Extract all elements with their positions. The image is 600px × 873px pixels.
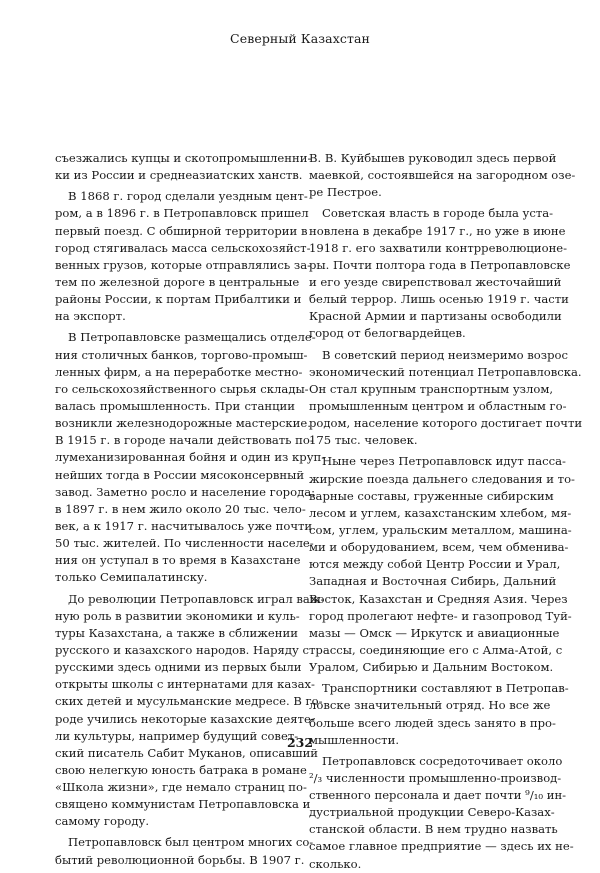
text-line: ловске значительный отряд. Но все же bbox=[309, 698, 551, 713]
text-line: валась промышленность. При станции bbox=[55, 398, 295, 413]
text-line: В 1868 г. город сделали уездным цент- bbox=[68, 189, 308, 204]
text-line: ки из России и среднеазиатских ханств. bbox=[55, 168, 303, 183]
text-line: город от белогвардейцев. bbox=[309, 326, 466, 341]
text-line: век, а к 1917 г. насчитывалось уже почти bbox=[55, 518, 313, 533]
text-line: туры Казахстана, а также в сближении bbox=[55, 625, 298, 640]
text-line: дустриальной продукции Северо-Казах- bbox=[309, 805, 555, 820]
text-line: Западная и Восточная Сибирь, Дальний bbox=[309, 574, 557, 589]
text-line: Красной Армии и партизаны освободили bbox=[309, 309, 562, 324]
text-line: завод. Заметно росло и население города: bbox=[55, 484, 316, 499]
text-line: станской области. В нем трудно назвать bbox=[309, 822, 558, 837]
text-line: лесом и углем, казахстанским хлебом, мя- bbox=[309, 505, 572, 520]
text-line: ния он уступал в то время в Казахстане bbox=[55, 553, 301, 568]
text-line: ленных фирм, а на переработке местно- bbox=[55, 364, 303, 379]
paragraph bbox=[309, 453, 575, 676]
text-line: ский писатель Сабит Муканов, описавший bbox=[55, 745, 319, 760]
text-line: промышленным центром и областным го- bbox=[309, 398, 567, 413]
text-line: В. В. Куйбышев руководил здесь первой bbox=[309, 151, 557, 165]
text-line: ми и оборудованием, всем, чем обменива- bbox=[309, 540, 569, 555]
text-line: ния столичных банков, торгово-промыш- bbox=[55, 347, 308, 362]
text-line: Он стал крупным транспортным узлом, bbox=[309, 381, 554, 396]
paragraph bbox=[55, 834, 314, 868]
text-line: Ныне через Петропавловск идут пасса- bbox=[322, 454, 566, 469]
text-line: ры. Почти полтора года в Петропавловске bbox=[309, 257, 571, 272]
text-line: ственного персонала и дает почти ⁹/₁₀ ин- bbox=[309, 788, 567, 803]
text-line: Советская власть в городе была уста- bbox=[322, 206, 554, 221]
text-line: сом, углем, уральским металлом, машина- bbox=[309, 522, 572, 537]
text-line: Восток, Казахстан и Средняя Азия. Через bbox=[309, 591, 568, 606]
paragraph bbox=[55, 329, 326, 586]
text-line: на экспорт. bbox=[55, 309, 126, 324]
text-line: город пролегают нефте- и газопровод Туй- bbox=[309, 608, 572, 623]
text-line: самое главное предприятие — здесь их не- bbox=[309, 839, 574, 854]
text-line: возникли железнодорожные мастерские. bbox=[55, 416, 311, 431]
paragraph bbox=[309, 150, 576, 201]
text-line: ли культуры, например будущий совет- bbox=[55, 728, 299, 743]
text-line: лумеханизированная бойня и один из круп- bbox=[55, 450, 326, 465]
text-line: только Семипалатинску. bbox=[55, 570, 208, 585]
text-line: венных грузов, которые отправлялись за- bbox=[55, 257, 312, 272]
text-line: роде учились некоторые казахские деяте- bbox=[55, 711, 315, 726]
text-line: русскими здесь одними из первых были bbox=[55, 660, 302, 675]
text-line: новлена в декабре 1917 г., но уже в июне bbox=[309, 223, 566, 238]
text-line: тем по железной дороге в центральные bbox=[55, 274, 300, 289]
text-line: сколько. bbox=[309, 856, 362, 871]
text-line: ских детей и мусульманские медресе. В го- bbox=[55, 694, 323, 709]
text-line: белый террор. Лишь осенью 1919 г. части bbox=[309, 292, 569, 307]
text-line: 1918 г. его захватили контрреволюционе- bbox=[309, 240, 568, 255]
page-number: 232 bbox=[286, 735, 314, 750]
paragraph bbox=[55, 150, 312, 184]
text-line: мышленности. bbox=[309, 732, 400, 747]
text-line: и его уезде свирепствовал жесточайший bbox=[309, 274, 562, 289]
text-line: трассы, соединяющие его с Алма-Атой, с bbox=[309, 642, 563, 657]
text-line: город стягивалась масса сельскохозяйст- bbox=[55, 240, 311, 255]
text-line: самому городу. bbox=[55, 814, 150, 829]
text-line: мазы — Омск — Иркутск и авиационные bbox=[309, 625, 560, 640]
running-head: Северный Казахстан bbox=[230, 31, 370, 46]
text-line: го сельскохозяйственного сырья склады- bbox=[55, 381, 309, 396]
text-line: В Петропавловске размещались отделе- bbox=[68, 330, 316, 345]
text-line: До революции Петропавловск играл важ- bbox=[68, 591, 325, 606]
text-line: ром, а в 1896 г. в Петропавловск пришел bbox=[55, 206, 309, 221]
paragraph bbox=[309, 347, 583, 450]
text-line: В советский период неизмеримо возрос bbox=[322, 347, 568, 362]
text-line: В 1915 г. в городе начали действовать по- bbox=[55, 433, 314, 448]
text-line: жирские поезда дальнего следования и то- bbox=[309, 471, 575, 486]
text-line: в 1897 г. в нем жило около 20 тыс. чело- bbox=[55, 501, 306, 516]
text-line: нейших тогда в России мясоконсервный bbox=[55, 467, 305, 482]
paragraph bbox=[309, 753, 574, 873]
text-line: родом, население которого достигает почти bbox=[309, 416, 583, 431]
text-line: Петропавловск сосредоточивает около bbox=[322, 753, 563, 768]
text-line: бытий революционной борьбы. В 1907 г. bbox=[55, 852, 305, 867]
right-column bbox=[309, 150, 583, 873]
text-line: священо коммунистам Петропавловска и bbox=[55, 797, 311, 812]
text-line: ную роль в развитии экономики и куль- bbox=[55, 608, 300, 623]
text-line: Уралом, Сибирью и Дальним Востоком. bbox=[309, 660, 554, 675]
text-line: ются между собой Центр России и Урал, bbox=[309, 557, 561, 572]
text-line: съезжались купцы и скотопромышленни- bbox=[55, 151, 312, 165]
text-line: первый поезд. С обширной территории в bbox=[55, 223, 308, 238]
text-line: «Школа жизни», где немало страниц по- bbox=[55, 780, 307, 795]
text-line: ²/₃ численности промышленно-производ- bbox=[309, 770, 562, 785]
text-line: свою нелегкую юность батрака в романе bbox=[55, 762, 307, 777]
text-line: варные составы, груженные сибирским bbox=[309, 488, 554, 503]
text-line: экономический потенциал Петропавловска. bbox=[309, 364, 582, 379]
text-line: ре Пестрое. bbox=[309, 185, 382, 200]
paragraph bbox=[55, 188, 312, 325]
text-line: районы России, к портам Прибалтики и bbox=[55, 292, 302, 307]
text-line: больше всего людей здесь занято в про- bbox=[309, 715, 556, 730]
text-line: 175 тыс. человек. bbox=[309, 433, 418, 448]
text-line: Транспортники составляют в Петропав- bbox=[322, 681, 569, 696]
text-line: Петропавловск был центром многих со- bbox=[68, 835, 314, 850]
text-line: русского и казахского народов. Наряду с bbox=[55, 642, 309, 657]
text-line: 50 тыс. жителей. По численности населе- bbox=[55, 536, 314, 551]
text-line: маевкой, состоявшейся на загородном озе- bbox=[309, 168, 576, 183]
text-line: открыты школы с интернатами для казах- bbox=[55, 677, 315, 692]
paragraph bbox=[309, 205, 571, 342]
